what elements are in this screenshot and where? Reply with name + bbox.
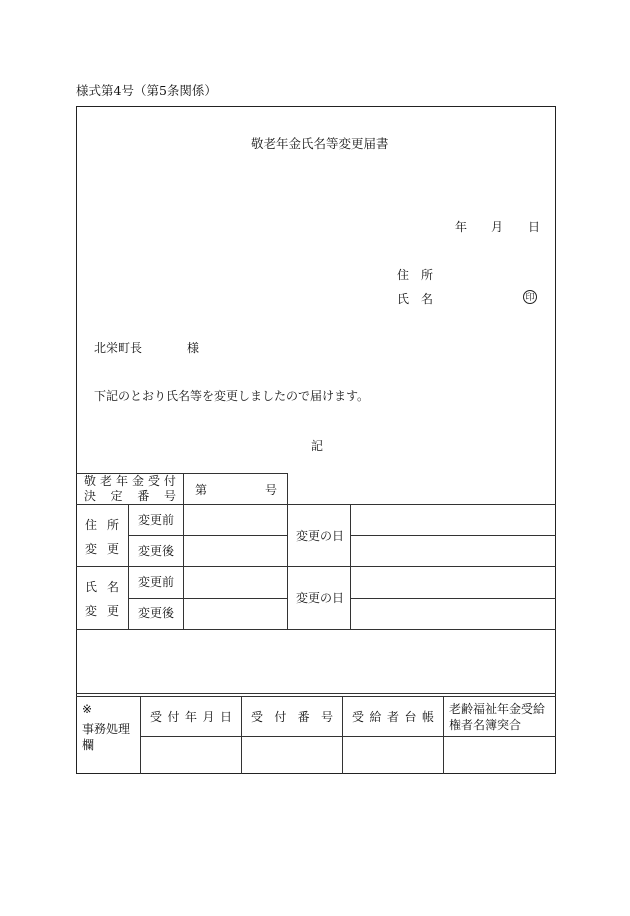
double-line (76, 693, 556, 694)
label-char: 更 (106, 604, 119, 618)
address-after-label: 変更後 (138, 544, 175, 558)
statement: 下記のとおり氏名等を変更しましたので届けます。 (94, 389, 370, 403)
label-char: 台 (404, 710, 417, 724)
form-title: 敬老年金氏名等変更届書 (251, 136, 389, 151)
name-change-label-top (85, 580, 119, 594)
asterisk-mark: ※ (82, 702, 93, 716)
address-change-label-bottom (85, 542, 119, 556)
receipt-date-header (150, 710, 232, 724)
seal-mark: 印 (523, 290, 537, 304)
label-char: 金 (131, 474, 144, 488)
table-line (76, 566, 556, 567)
label-char: 所 (106, 518, 119, 532)
label-char: 号 (163, 489, 176, 503)
table-line (342, 696, 343, 774)
name-before-label: 変更前 (138, 575, 175, 589)
label-char: 住 (85, 518, 98, 532)
label-char: 番 (297, 710, 310, 724)
applicant-name-label: 氏 名 (397, 292, 434, 306)
label-char: 日 (219, 710, 232, 724)
mayor-label: 北栄町長 (94, 341, 143, 355)
double-line (76, 696, 556, 697)
label-char: 受 (150, 710, 163, 724)
table-line (241, 696, 242, 774)
name-change-label-bottom (85, 604, 119, 618)
label-char: 給 (369, 710, 382, 724)
receipt-number-header (251, 710, 333, 724)
table-line (183, 473, 184, 629)
office-label-2: 欄 (82, 738, 95, 752)
ki-label: 記 (311, 439, 324, 453)
name-change-date-label: 変更の日 (296, 591, 345, 605)
label-char: 受 (352, 710, 365, 724)
address-before-label: 変更前 (138, 513, 175, 527)
table-line (76, 629, 556, 630)
label-char: 年 (184, 710, 197, 724)
number-prefix: 第 (195, 483, 208, 497)
label-char: 者 (386, 710, 399, 724)
label-char: 付 (167, 710, 180, 724)
label-char: 定 (110, 489, 123, 503)
label-char: 号 (320, 710, 333, 724)
address-change-label-top (85, 518, 119, 532)
honorific: 様 (187, 341, 200, 355)
table-line (76, 504, 556, 505)
table-line (287, 473, 288, 629)
recipient-ledger-header (352, 710, 434, 724)
label-char: 変 (85, 542, 98, 556)
decision-label-row2 (84, 489, 176, 503)
number-suffix: 号 (265, 483, 278, 497)
table-line (350, 535, 556, 536)
label-char: 氏 (85, 580, 98, 594)
label-char: 付 (163, 474, 176, 488)
applicant-address-label: 住 所 (397, 268, 434, 282)
table-line (350, 598, 556, 599)
label-char: 受 (147, 474, 160, 488)
table-line (443, 696, 444, 774)
form-number: 様式第4号（第5条関係） (76, 83, 217, 98)
pension-roster-header-line1: 老齢福祉年金受給 (449, 702, 546, 716)
label-char: 決 (84, 489, 97, 503)
date-day: 日 (528, 220, 541, 234)
label-char: 受 (251, 710, 264, 724)
label-char: 番 (137, 489, 150, 503)
label-char: 更 (106, 542, 119, 556)
label-char: 帳 (421, 710, 434, 724)
address-change-date-label: 変更の日 (296, 529, 345, 543)
label-char: 敬 (84, 474, 97, 488)
table-line (140, 696, 141, 774)
date-year: 年 (455, 220, 468, 234)
pension-roster-header-line2: 権者名簿突合 (449, 718, 522, 732)
decision-label-row1 (84, 474, 176, 488)
label-char: 月 (202, 710, 215, 724)
label-char: 年 (115, 474, 128, 488)
label-char: 老 (99, 474, 112, 488)
date-month: 月 (491, 220, 504, 234)
table-line (128, 535, 287, 536)
label-char: 変 (85, 604, 98, 618)
name-after-label: 変更後 (138, 606, 175, 620)
table-line (128, 598, 287, 599)
label-char: 名 (106, 580, 119, 594)
office-label: 事務処理 (82, 722, 131, 736)
label-char: 付 (274, 710, 287, 724)
table-line (140, 736, 556, 737)
